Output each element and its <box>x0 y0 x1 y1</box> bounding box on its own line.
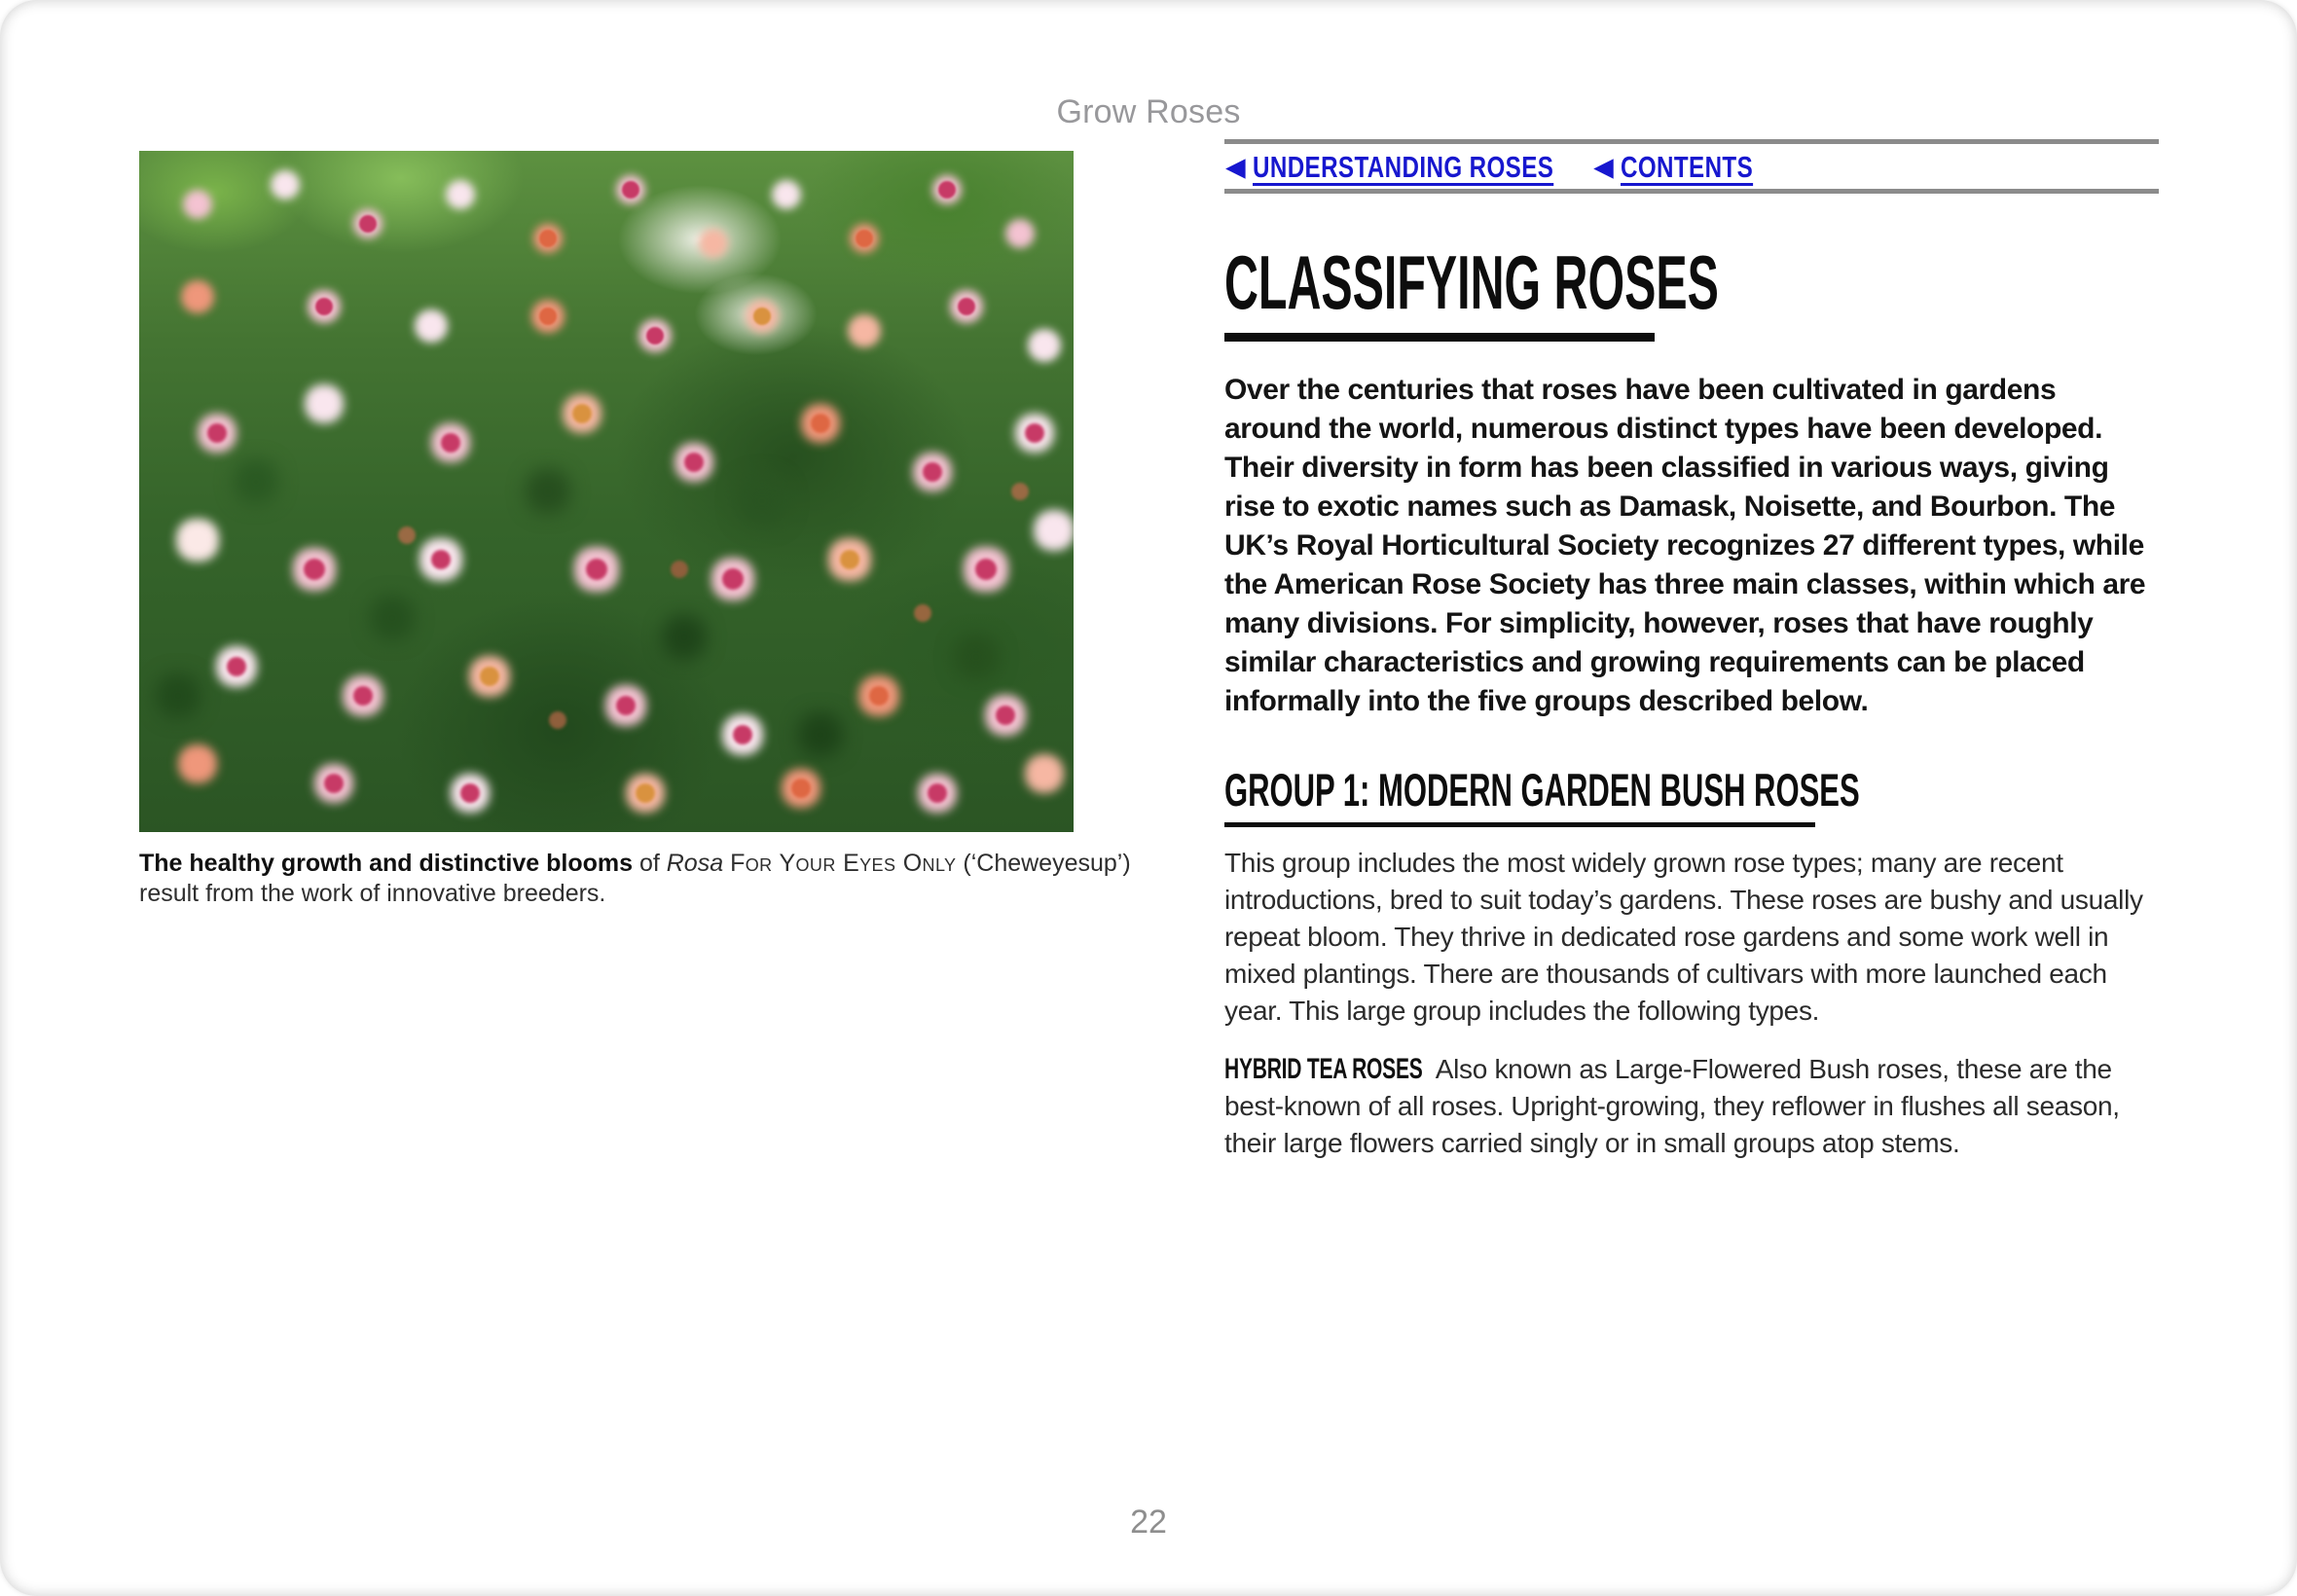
article-title <box>1224 239 2159 325</box>
article-title-text: CLASSIFYING ROSES <box>1224 239 1719 325</box>
divider-rule-bottom <box>1224 189 2159 194</box>
article-lead: Over the centuries that roses have been cultivated in gardens around the world, numerous distinct types have been developed. Their diversity in form has been classified in various ways, giving rise to exotic names such as Damask, Noisette, and Bourbon. The UK’s Royal Horticultural Society recognizes 27 different types, while the American Rose Society has three main classes, within which are many divisions. For simplicity, however, roses that have roughly similar characteristics and growing requirements can be placed informally into the five groups described below. <box>1224 374 2146 717</box>
back-arrow-icon: ◀ <box>1226 154 1246 181</box>
caption-mid-text: of <box>633 850 667 877</box>
subsection-paragraph <box>1224 1051 2157 1162</box>
photo-caption <box>139 849 1131 909</box>
caption-bold-text: The healthy growth and distinctive blooms <box>139 850 633 877</box>
caption-tail-text: (‘Cheweyesup’) <box>956 850 1131 877</box>
caption-line-2: result from the work of innovative breeders. <box>139 880 606 907</box>
section-heading-underline <box>1224 822 1815 827</box>
backlink-understanding-roses[interactable] <box>1226 150 1639 184</box>
article-column <box>1224 139 2159 1162</box>
title-underline <box>1224 333 1655 342</box>
photo-flower-centers <box>139 151 146 158</box>
back-arrow-icon: ◀ <box>1594 154 1614 181</box>
caption-species-name: Rosa <box>666 850 724 877</box>
rose-photo-figure <box>139 151 1131 909</box>
section-heading <box>1224 766 2159 815</box>
rose-photo <box>139 151 1074 832</box>
section-body: This group includes the most widely grown rose types; many are recent introductions, bred to suit today’s gardens. These roses are bushy and usually repeat bloom. They thrive in dedicated rose gardens and some work well in mixed plantings. There are thousands of cultivars with more launched each year. This large group includes the following types. <box>1224 848 2143 1026</box>
subsection-text: Also known as Large-Flowered Bush roses, these are the best-known of all roses. Upright-growing, they reflower in flushes all season, their large flowers carried singly or in small groups atop stems. <box>1224 1054 2120 1158</box>
backlink-label: CONTENTS <box>1621 150 1754 184</box>
subsection-lead: HYBRID TEA ROSES <box>1224 1053 1423 1085</box>
backlink-label: UNDERSTANDING ROSES <box>1253 150 1554 184</box>
section-heading-text: GROUP 1: MODERN GARDEN BUSH ROSES <box>1224 764 1860 816</box>
caption-cultivar-smallcaps: For Your Eyes Only <box>730 850 957 877</box>
book-title: Grow Roses <box>1056 93 1241 130</box>
caption-line-1 <box>139 849 1131 879</box>
backlink-nav <box>1224 144 2159 189</box>
backlink-contents[interactable] <box>1594 150 1791 184</box>
page-number: 22 <box>1130 1504 1167 1541</box>
